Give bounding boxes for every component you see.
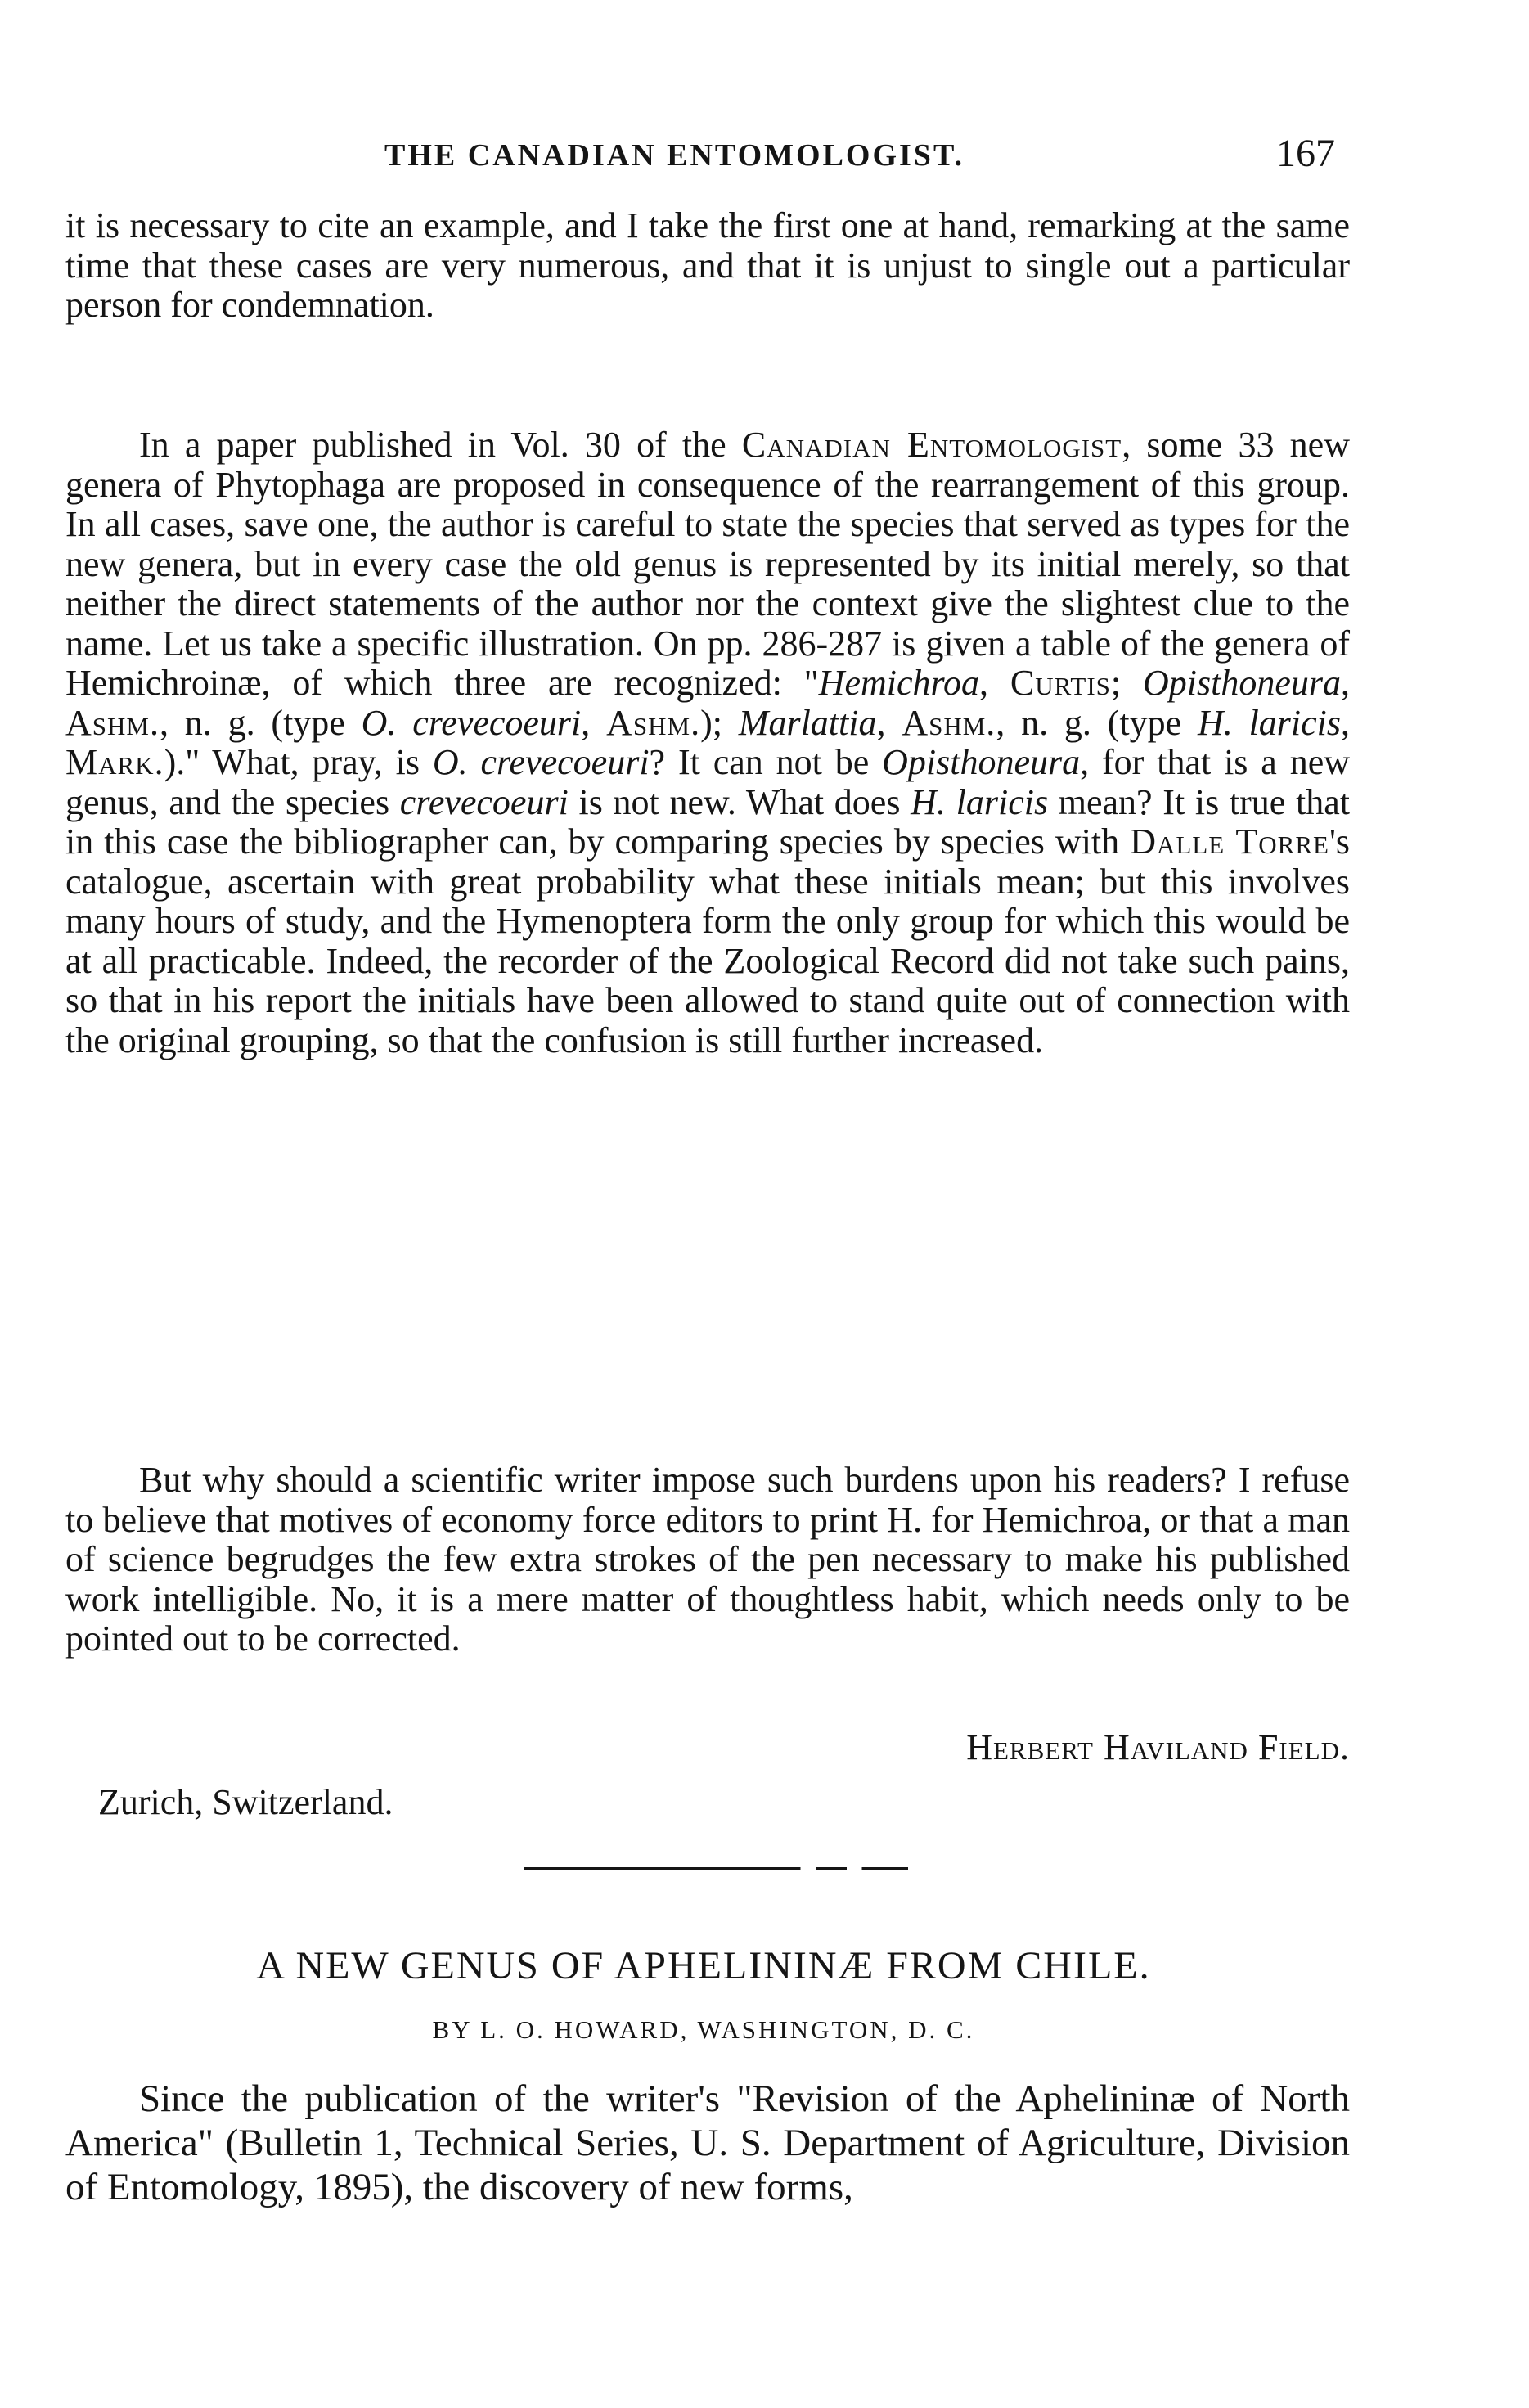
text-run: ,: [581, 702, 607, 743]
text-run: ,: [1341, 663, 1351, 703]
text-run: ? It can not be: [649, 742, 883, 782]
text-run: , n. g. (type: [996, 702, 1198, 743]
genus-name: Marlattia: [738, 702, 877, 743]
signature-line: [65, 1726, 1350, 1768]
author-location: Zurich, Switzerland.: [98, 1782, 393, 1822]
author-name: Mark.: [65, 742, 164, 782]
journal-name: Canadian Entomologist: [741, 425, 1122, 465]
text-run: 's catalogue, ascertain with great probability what these initials mean; but this involves many hours of study, and the Hymenoptera form the only group for which this would be at all practicable. Indeed, the recorder of the Zoological Record did not take such pains, so that in his report the initials have been allowed to stand quite out of connection with the original grouping, so that the confusion is still further increased.: [65, 821, 1351, 1060]
author-name: Curtis: [1010, 663, 1111, 703]
paragraph-opening: Since the publication of the writer's "Revision of the Aphelininæ of North America" (Bulletin 1, Technical Series, U. S. Department of Agriculture, Division of Entomology, 1895), the discovery of new forms,: [65, 2077, 1350, 2208]
genus-name: Hemichroa: [818, 663, 979, 703]
text-run: ,: [1341, 702, 1351, 743]
text-run: mean? It is true that in this case the bibliographer can, by comparing species by species with: [65, 781, 1350, 862]
text-run: )." What, pray, is: [164, 742, 433, 782]
text-run: is not new. What does: [568, 781, 911, 822]
text-run: ;: [1110, 663, 1144, 703]
text-run: ,: [876, 702, 902, 743]
paragraph-example: [65, 425, 1350, 1060]
species-name: O. crevecoeuri: [361, 702, 582, 743]
author-name: Ashm.: [606, 702, 701, 743]
page-number: 167: [1276, 132, 1335, 175]
genus-name: Opisthoneura: [1143, 663, 1342, 703]
paragraph-continuation: it is necessary to cite an example, and I take the first one at hand, remarking at the same time that these cases are very numerous, and that it is unjust to single out a particular person for condemnation.: [65, 205, 1350, 325]
species-name: O. crevecoeuri: [432, 742, 650, 782]
species-name: H. laricis: [1197, 702, 1342, 743]
section-divider: [524, 1867, 908, 1870]
text-run: ,: [979, 663, 1010, 703]
running-head: THE CANADIAN ENTOMOLOGIST.: [384, 138, 965, 173]
author-signature: Herbert Haviland Field.: [966, 1727, 1350, 1767]
author-name: Dalle Torre: [1130, 821, 1329, 862]
text-run: , n. g. (type: [159, 702, 362, 743]
genus-name: Opisthoneura: [882, 742, 1081, 782]
article-byline: BY L. O. HOWARD, WASHINGTON, D. C.: [432, 2015, 975, 2044]
article-title: A NEW GENUS OF APHELININÆ FROM CHILE.: [256, 1944, 1151, 1987]
author-name: Ashm.: [902, 702, 996, 743]
text-run: In a paper published in Vol. 30 of the: [139, 425, 742, 465]
text-run: , for that is a new genus, and the species: [65, 742, 1351, 822]
author-name: Ashm.: [65, 702, 160, 743]
paragraph-conclusion: But why should a scientific writer impose such burdens upon his readers? I refuse to believe that motives of economy force editors to print H. for Hemichroa, or that a man of science begrudges the few extra strokes of the pen necessary to make his published work intelligible. No, it is a mere matter of thoughtless habit, which needs only to be pointed out to be corrected.: [65, 1460, 1350, 1659]
species-name: H. laricis: [911, 781, 1049, 822]
text-run: , some 33 new genera of Phytophaga are proposed in consequence of the rearrangement of this group. In all cases, save one, the author is careful to state the species that served as types for the new genera, but in every case the old genus is represented by its initial merely, so that neither the direct statements of the author nor the context give the slightest clue to the name. Let us take a specific illustration. On pp. 286-287 is given a table of the genera of Hemichroinæ, of which three are recognized: ": [65, 425, 1350, 703]
species-name: crevecoeuri: [399, 781, 569, 822]
text-run: );: [700, 702, 739, 743]
